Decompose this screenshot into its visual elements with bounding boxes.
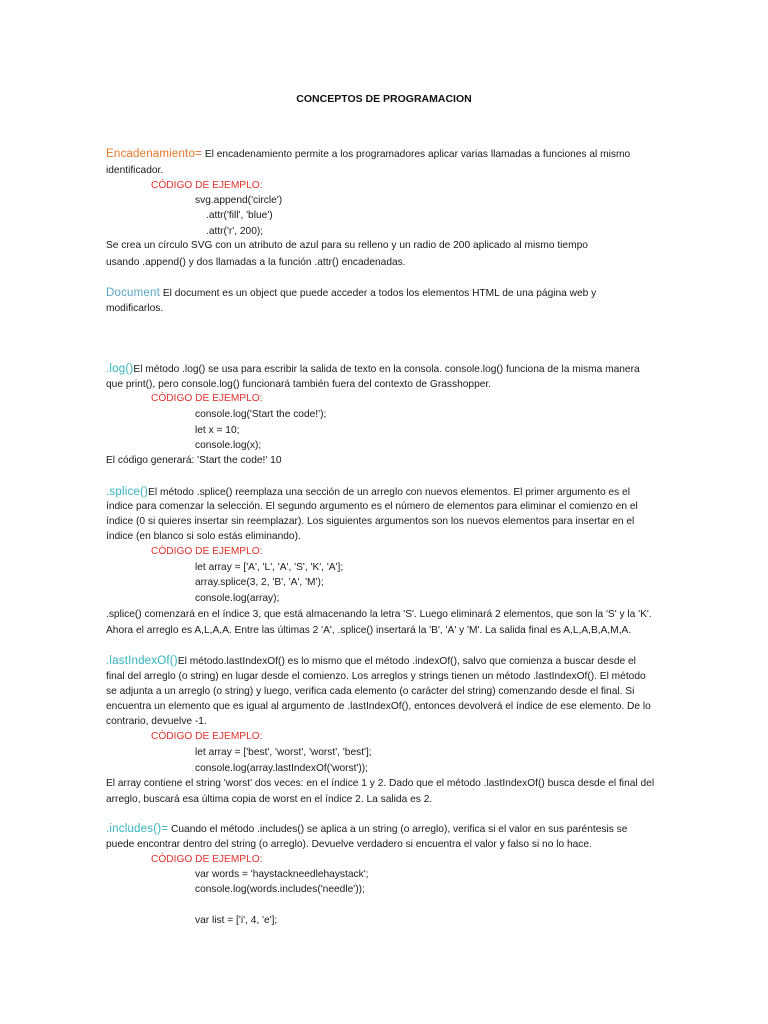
lastindexof-desc-3: se adjunta a un arreglo (o string) y luego, verifica cada elemento (o carácter del string) comenzando desde el final. Si: [106, 686, 635, 697]
lastindexof-term: .lastIndexOf(): [106, 655, 178, 667]
splice-expl-1: .splice() comenzará en el índice 3, que está almacenando la letra 'S'. Luego eliminará 2 elementos, que son la 'S' y la 'K'.: [106, 609, 652, 620]
splice-expl-2: Ahora el arreglo es A,L,A,A. Entre las últimas 2 'A', .splice() insertará la 'B', 'A' y 'M'. La salida final es A,L,A,B,A,M,A.: [106, 625, 632, 636]
lastindexof-desc-4: encuentra un elemento que es igual al argumento de .lastIndexOf(), entonces devolverá el índice de ese elemento. De lo: [106, 701, 651, 712]
code-line: let x = 10;: [195, 425, 240, 436]
code-label: CÓDIGO DE EJEMPLO:: [151, 393, 263, 404]
log-expl-1: El código generará: 'Start the code!' 10: [106, 455, 282, 466]
document-paragraph: [106, 286, 596, 301]
encadenamiento-expl-1: Se crea un círculo SVG con un atributo de azul para su relleno y un radio de 200 aplicado al mismo tiempo: [106, 240, 588, 251]
code-line: var words = 'haystackneedlehaystack';: [195, 869, 369, 880]
encadenamiento-expl-2: usando .append() y dos llamadas a la función .attr() encadenadas.: [106, 257, 406, 268]
page-title: CONCEPTOS DE PROGRAMACION: [296, 93, 472, 105]
code-label: CÓDIGO DE EJEMPLO:: [151, 546, 263, 557]
document-desc-2: modificarlos.: [106, 303, 164, 314]
splice-desc-1: El método .splice() reemplaza una sección de un arreglo con nuevos elementos. El primer argumento es el: [148, 487, 630, 498]
code-line: array.splice(3, 2, 'B', 'A', 'M');: [195, 577, 324, 588]
splice-term: .splice(): [106, 486, 149, 498]
splice-desc-4: índice (en blanco si solo estás eliminando).: [106, 531, 301, 542]
includes-term: .includes()=: [106, 823, 169, 835]
log-paragraph: [106, 362, 640, 377]
lastindexof-desc-2: final del arreglo (o string) en lugar desde el comienzo. Los arreglos y strings tienen un método .lastIndexOf(). El método: [106, 671, 646, 682]
code-line: console.log(array.lastIndexOf('worst'));: [195, 763, 368, 774]
code-label: CÓDIGO DE EJEMPLO:: [151, 854, 263, 865]
splice-desc-3: índice (0 si quieres insertar sin reemplazar). Los siguientes argumentos son los nuevos elementos para insertar en el: [106, 516, 635, 527]
code-line: console.log(words.includes('needle'));: [195, 884, 365, 895]
splice-desc-2: índice para comenzar la selección. El segundo argumento es el número de elementos para eliminar el comienzo en el: [106, 501, 638, 512]
log-desc-1: El método .log() se usa para escribir la salida de texto en la consola. console.log() funciona de la misma manera: [133, 364, 640, 375]
lastindexof-desc-5: contrario, devuelve -1.: [106, 716, 207, 727]
code-line: var list = ['i', 4, 'e'];: [195, 915, 278, 926]
code-line: .attr('fill', 'blue'): [206, 210, 273, 221]
code-line: console.log('Start the code!');: [195, 409, 327, 420]
encadenamiento-desc-1: El encadenamiento permite a los programadores aplicar varias llamadas a funciones al mismo: [202, 149, 631, 160]
encadenamiento-paragraph: [106, 147, 630, 162]
document-desc-1: El document es un object que puede acceder a todos los elementos HTML de una página web y: [160, 288, 597, 299]
encadenamiento-desc-2: identificador.: [106, 165, 164, 176]
splice-paragraph: [106, 485, 630, 500]
code-label: CÓDIGO DE EJEMPLO:: [151, 180, 263, 191]
log-desc-2: que print(), pero console.log() funcionará también fuera del contexto de Grasshopper.: [106, 379, 492, 390]
code-label: CÓDIGO DE EJEMPLO:: [151, 731, 263, 742]
lastindexof-expl-1: El array contiene el string 'worst' dos veces: en el índice 1 y 2. Dado que el método .lastIndexOf() busca desde el final del: [106, 778, 655, 789]
lastindexof-paragraph: [106, 654, 636, 669]
code-line: .attr('r', 200);: [206, 226, 264, 237]
lastindexof-desc-1: El método.lastIndexOf() es lo mismo que el método .indexOf(), salvo que comienza a buscar desde el: [177, 656, 636, 667]
code-line: svg.append('circle'): [195, 195, 283, 206]
log-term: .log(): [106, 363, 134, 375]
encadenamiento-term: Encadenamiento=: [106, 148, 203, 160]
code-line: console.log(array);: [195, 593, 280, 604]
code-line: console.log(x);: [195, 440, 262, 451]
includes-desc-2: puede encontrar dentro del string (o arreglo). Devuelve verdadero si encuentra el valor y falso si no lo hace.: [106, 839, 592, 850]
document-term: Document: [106, 287, 161, 299]
code-line: let array = ['A', 'L', 'A', 'S', 'K', 'A'];: [195, 562, 344, 573]
lastindexof-expl-2: arreglo, buscará esa última copia de worst en el índice 2. La salida es 2.: [106, 794, 433, 805]
code-line: let array = ['best', 'worst', 'worst', 'best'];: [195, 747, 372, 758]
includes-desc-1: Cuando el método .includes() se aplica a un string (o arreglo), verifica si el valor en sus paréntesis se: [168, 824, 628, 835]
includes-paragraph: [106, 822, 627, 837]
